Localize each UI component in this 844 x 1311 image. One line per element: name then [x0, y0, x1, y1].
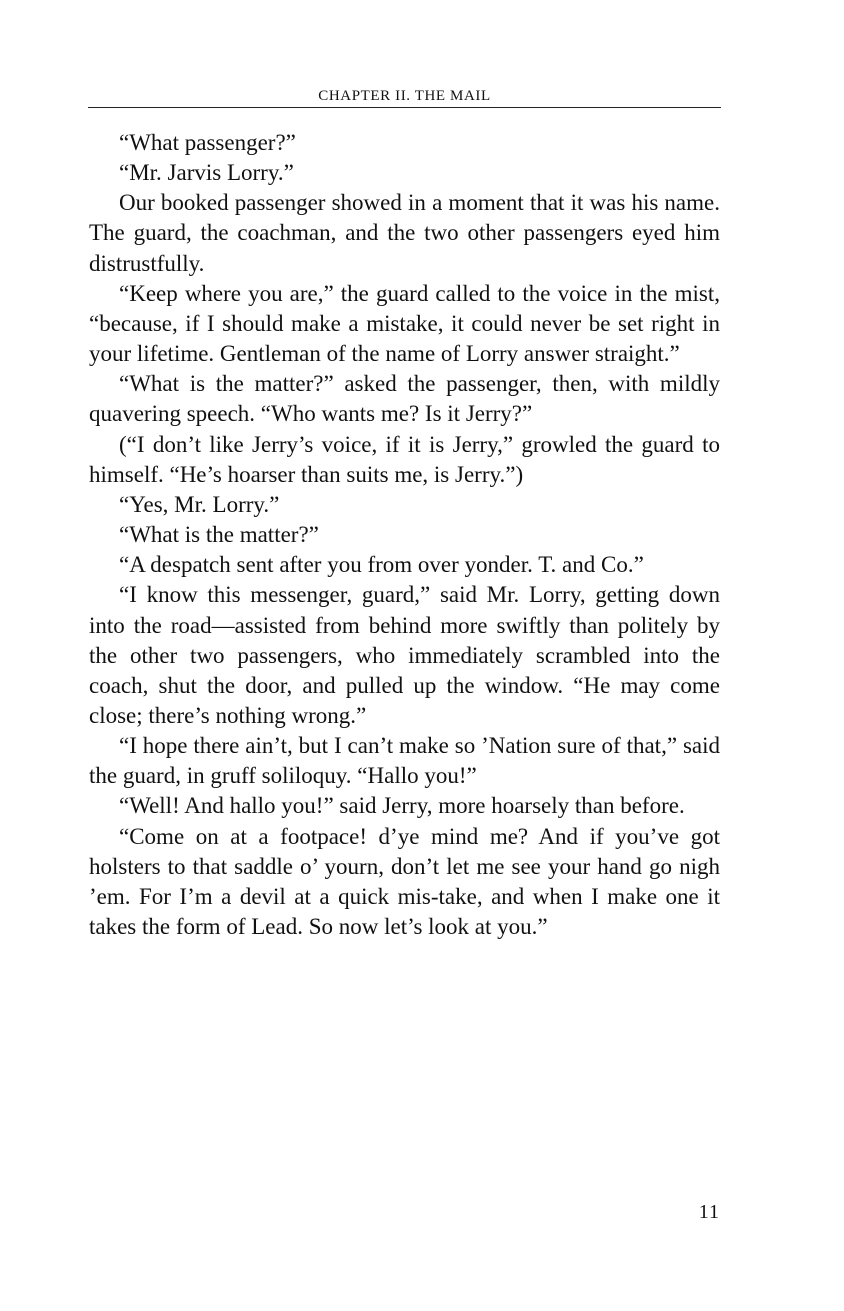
running-head: CHAPTER II. THE MAIL — [318, 88, 491, 104]
paragraph: “Well! And hallo you!” said Jerry, more hoarsely than before. — [119, 793, 685, 819]
body-text — [89, 128, 720, 942]
page-number: 11 — [698, 1201, 720, 1223]
paragraph: “Come on at a footpace! d’ye mind me? And if you’ve got holsters to that saddle o’ yourn, don’t let me see your hand go nigh ’em. For I’m a devil at a quick mis-take, and when I make one it takes the form of Lead. So now let’s look at you.” — [89, 823, 720, 940]
paragraph: “What is the matter?” — [119, 522, 319, 548]
header-rule — [88, 107, 721, 108]
paragraph: Our booked passenger showed in a moment that it was his name. The guard, the coachman, and the two other passengers eyed him distrustfully. — [89, 190, 720, 276]
paragraph: (“I don’t like Jerry’s voice, if it is Jerry,” growled the guard to himself. “He’s hoarser than suits me, is Jerry.”) — [89, 431, 720, 487]
paragraph: “I know this messenger, guard,” said Mr. Lorry, getting down into the road—assisted from behind more swiftly than politely by the other two passengers, who immediately scrambled into the coach, shut the door, and pulled up the window. “He may come close; there’s nothing wrong.” — [89, 582, 720, 728]
paragraph: “A despatch sent after you from over yonder. T. and Co.” — [119, 552, 644, 578]
paragraph: “What passenger?” — [119, 130, 296, 155]
paragraph: “I hope there ain’t, but I can’t make so ’Nation sure of that,” said the guard, in gruff soliloquy. “Hallo you!” — [89, 733, 720, 789]
paragraph: “Keep where you are,” the guard called to the voice in the mist, “because, if I should make a mistake, it could never be set right in your lifetime. Gentleman of the name of Lorry answer straight.” — [89, 280, 720, 367]
paragraph: “Mr. Jarvis Lorry.” — [119, 160, 294, 186]
paragraph: “Yes, Mr. Lorry.” — [119, 491, 280, 517]
paragraph: “What is the matter?” asked the passenger, then, with mildly quavering speech. “Who wants me? Is it Jerry?” — [89, 371, 720, 427]
